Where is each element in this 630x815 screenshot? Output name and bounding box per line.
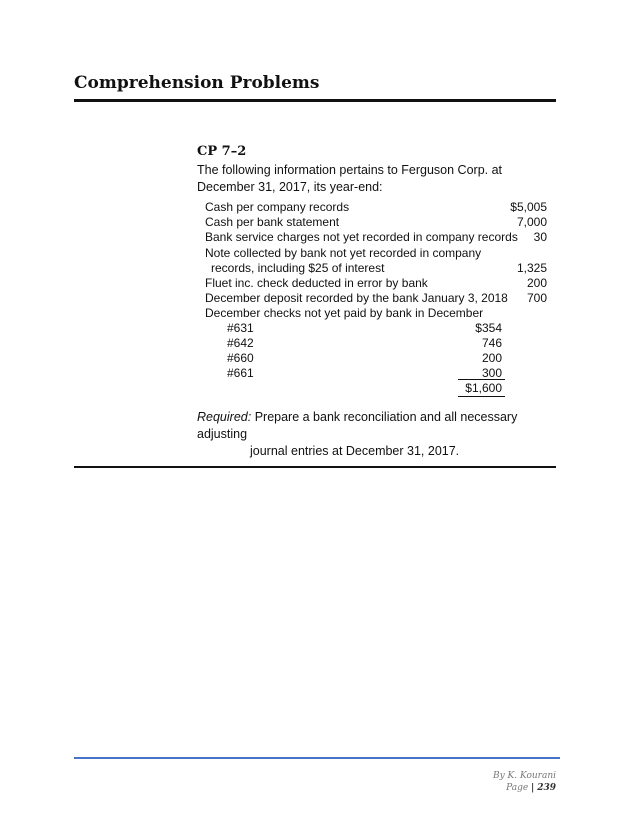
section-end-rule bbox=[74, 466, 556, 468]
check-amount: $354 bbox=[475, 321, 502, 335]
check-number: #660 bbox=[227, 351, 254, 365]
item-label: Cash per company records bbox=[205, 200, 350, 214]
item-label: December checks not yet paid by bank in December bbox=[205, 306, 484, 320]
problem-intro: The following information pertains to Ferguson Corp. at December 31, 2017, its year-end: bbox=[197, 163, 503, 194]
item-amount: 200 bbox=[526, 276, 547, 290]
item-label: Fluet inc. check deducted in error by bank bbox=[205, 276, 428, 290]
item-amount: $5,005 bbox=[510, 200, 547, 214]
footer-page-sep: | bbox=[531, 783, 535, 793]
item-label: records, including $25 of interest bbox=[211, 261, 385, 275]
item-label: Cash per bank statement bbox=[205, 215, 340, 229]
item-label: Bank service charges not yet recorded in company records bbox=[205, 230, 518, 244]
footer-rule bbox=[74, 757, 560, 759]
problem-id: CP 7–2 bbox=[197, 144, 247, 159]
required-text-1: Prepare a bank reconciliation and all necessary adjusting bbox=[197, 410, 518, 441]
required-instruction bbox=[197, 409, 557, 460]
item-amount: 1,325 bbox=[516, 261, 547, 275]
footer-page-number: 239 bbox=[537, 783, 556, 793]
required-label: Required: bbox=[197, 410, 252, 424]
footer-page-label: Page bbox=[506, 783, 529, 793]
section-title: Comprehension Problems bbox=[74, 73, 320, 93]
item-label: Note collected by bank not yet recorded in company bbox=[205, 246, 482, 260]
footer-author: By K. Kourani bbox=[492, 771, 556, 781]
check-number: #631 bbox=[227, 321, 254, 335]
check-amount: 300 bbox=[481, 366, 502, 380]
check-number: #661 bbox=[227, 366, 254, 380]
page-footer bbox=[493, 770, 556, 794]
item-label: December deposit recorded by the bank January 3, 2018 bbox=[205, 291, 508, 305]
footer-page bbox=[493, 782, 556, 794]
required-text-2: journal entries at December 31, 2017. bbox=[250, 444, 460, 458]
item-amount: 700 bbox=[526, 291, 547, 305]
top-rule bbox=[74, 99, 556, 102]
item-amount: 7,000 bbox=[516, 215, 547, 229]
checks-total: $1,600 bbox=[465, 381, 502, 395]
check-amount: 746 bbox=[481, 336, 502, 350]
check-number: #642 bbox=[227, 336, 254, 350]
item-amount: 30 bbox=[533, 230, 547, 244]
check-amount: 200 bbox=[481, 351, 502, 365]
